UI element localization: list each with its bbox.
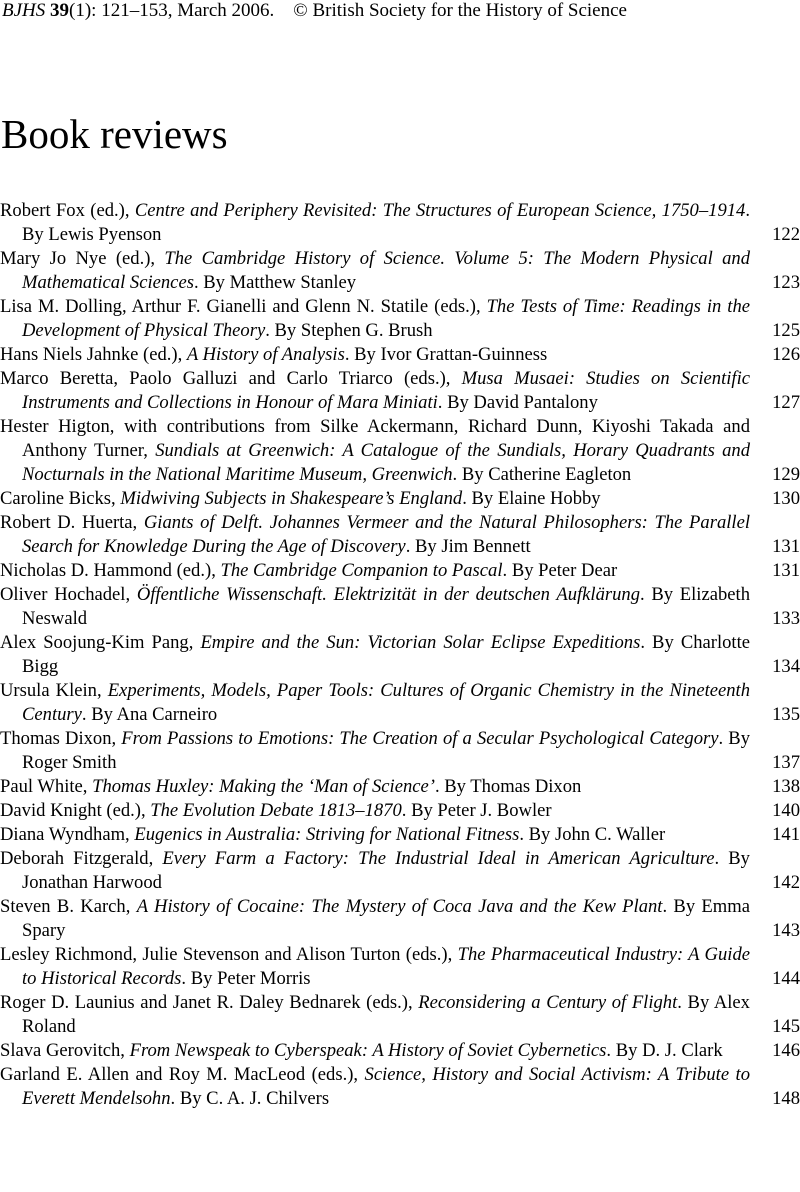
review-book-title: Sundials at Greenwich: A Catalogue of the Sundials, Horary Quadrants and Nocturnals in the National Maritime Museum, Greenwich bbox=[22, 440, 750, 485]
review-reviewer: . By Jim Bennett bbox=[405, 536, 531, 557]
review-citation bbox=[0, 487, 750, 511]
review-citation bbox=[0, 1039, 750, 1063]
review-entry bbox=[0, 583, 800, 631]
review-citation bbox=[0, 295, 750, 343]
review-author: Steven B. Karch, bbox=[0, 896, 137, 917]
review-citation bbox=[0, 367, 750, 415]
review-reviewer: . By Jonathan Harwood bbox=[22, 848, 750, 893]
review-author: Robert D. Huerta, bbox=[0, 512, 144, 533]
review-author: Slava Gerovitch, bbox=[0, 1040, 130, 1061]
review-reviewer: . By Catherine Eagleton bbox=[452, 464, 632, 485]
review-book-title: Thomas Huxley: Making the ‘Man of Science’ bbox=[92, 776, 435, 797]
review-reviewer: . By Peter Dear bbox=[502, 560, 618, 581]
review-entry bbox=[0, 487, 800, 511]
review-author: Ursula Klein, bbox=[0, 680, 108, 701]
review-reviewer: . By Peter Morris bbox=[181, 968, 311, 989]
running-header bbox=[2, 0, 627, 22]
review-author: Lesley Richmond, Julie Stevenson and Alison Turton (eds.), bbox=[0, 944, 458, 965]
review-page-number: 131 bbox=[772, 536, 800, 557]
review-entry bbox=[0, 679, 800, 727]
review-entry bbox=[0, 823, 800, 847]
review-page-number: 130 bbox=[772, 488, 800, 509]
review-entry bbox=[0, 895, 800, 943]
review-citation bbox=[0, 247, 750, 295]
review-entry bbox=[0, 511, 800, 559]
review-page-number: 146 bbox=[772, 1040, 800, 1061]
review-reviewer: . By Ana Carneiro bbox=[81, 704, 218, 725]
review-citation bbox=[0, 799, 750, 823]
review-page-number: 144 bbox=[772, 968, 800, 989]
review-author: Thomas Dixon, bbox=[0, 728, 122, 749]
review-page-number: 137 bbox=[772, 752, 800, 773]
review-book-title: Eugenics in Australia: Striving for National Fitness bbox=[134, 824, 520, 845]
review-reviewer: . By David Pantalony bbox=[437, 392, 598, 413]
review-reviewer: . By Lewis Pyenson bbox=[22, 200, 750, 245]
review-book-title: Reconsidering a Century of Flight bbox=[418, 992, 678, 1013]
review-reviewer: . By Thomas Dixon bbox=[434, 776, 582, 797]
review-page-number: 126 bbox=[772, 344, 800, 365]
review-reviewer: . By Stephen G. Brush bbox=[265, 320, 433, 341]
review-reviewer: . By D. J. Clark bbox=[606, 1040, 723, 1061]
review-citation bbox=[0, 727, 750, 775]
review-page-number: 143 bbox=[772, 920, 800, 941]
review-reviewer: . By Emma Spary bbox=[22, 896, 750, 941]
review-page-number: 125 bbox=[772, 320, 800, 341]
review-citation bbox=[0, 199, 750, 247]
review-book-title: A History of Analysis bbox=[186, 344, 345, 365]
review-citation bbox=[0, 895, 750, 943]
review-author: Deborah Fitzgerald, bbox=[0, 848, 163, 869]
review-author: Hans Niels Jahnke (ed.), bbox=[0, 344, 187, 365]
review-entry bbox=[0, 1063, 800, 1111]
review-list bbox=[0, 199, 800, 1111]
review-reviewer: . By Peter J. Bowler bbox=[401, 800, 552, 821]
review-citation bbox=[0, 775, 750, 799]
journal-issue-pages: (1): 121–153, March 2006. bbox=[69, 0, 275, 21]
review-reviewer: . By Ivor Grattan-Guinness bbox=[344, 344, 548, 365]
review-author: Caroline Bicks, bbox=[0, 488, 121, 509]
review-citation bbox=[0, 343, 750, 367]
review-author: Hester Higton, with contributions from Silke Ackermann, Richard Dunn, Kiyoshi Takada and Anthony Turner, bbox=[0, 416, 750, 461]
review-page-number: 134 bbox=[772, 656, 800, 677]
review-citation bbox=[0, 991, 750, 1039]
review-reviewer: . By Elaine Hobby bbox=[462, 488, 601, 509]
review-page-number: 138 bbox=[772, 776, 800, 797]
review-author: Mary Jo Nye (ed.), bbox=[0, 248, 165, 269]
review-book-title: The Cambridge History of Science. Volume 5: The Modern Physical and Mathematical Sciences bbox=[22, 248, 750, 293]
journal-volume: 39 bbox=[50, 0, 70, 21]
review-reviewer: . By C. A. J. Chilvers bbox=[170, 1088, 330, 1109]
review-citation bbox=[0, 1063, 750, 1111]
review-page-number: 141 bbox=[772, 824, 800, 845]
review-citation bbox=[0, 943, 750, 991]
review-book-title: Midwiving Subjects in Shakespeare’s England bbox=[120, 488, 463, 509]
review-page-number: 131 bbox=[772, 560, 800, 581]
review-author: David Knight (ed.), bbox=[0, 800, 151, 821]
review-author: Roger D. Launius and Janet R. Daley Bednarek (eds.), bbox=[0, 992, 419, 1013]
review-entry bbox=[0, 727, 800, 775]
review-reviewer: . By Charlotte Bigg bbox=[22, 632, 751, 677]
review-author: Alex Soojung-Kim Pang, bbox=[0, 632, 201, 653]
review-citation bbox=[0, 847, 750, 895]
review-citation bbox=[0, 511, 750, 559]
review-page-number: 145 bbox=[772, 1016, 800, 1037]
review-citation bbox=[0, 631, 750, 679]
review-reviewer: . By Roger Smith bbox=[22, 728, 750, 773]
review-book-title: Every Farm a Factory: The Industrial Ideal in American Agriculture bbox=[162, 848, 715, 869]
review-entry bbox=[0, 247, 800, 295]
review-book-title: Centre and Periphery Revisited: The Structures of European Science, 1750–1914 bbox=[134, 200, 746, 221]
review-entry bbox=[0, 943, 800, 991]
review-author: Nicholas D. Hammond (ed.), bbox=[0, 560, 221, 581]
review-page-number: 133 bbox=[772, 608, 800, 629]
review-entry bbox=[0, 991, 800, 1039]
review-citation bbox=[0, 583, 750, 631]
review-author: Garland E. Allen and Roy M. MacLeod (eds.), bbox=[0, 1064, 365, 1085]
review-book-title: The Evolution Debate 1813–1870 bbox=[150, 800, 402, 821]
review-page-number: 142 bbox=[772, 872, 800, 893]
review-book-title: The Cambridge Companion to Pascal bbox=[220, 560, 503, 581]
review-book-title: The Pharmaceutical Industry: A Guide to Historical Records bbox=[22, 944, 750, 989]
review-page-number: 129 bbox=[772, 464, 800, 485]
review-book-title: The Tests of Time: Readings in the Development of Physical Theory bbox=[22, 296, 750, 341]
review-author: Marco Beretta, Paolo Galluzi and Carlo Triarco (eds.), bbox=[0, 368, 462, 389]
review-citation bbox=[0, 415, 750, 487]
review-author: Diana Wyndham, bbox=[0, 824, 135, 845]
review-citation bbox=[0, 823, 750, 847]
page-title: Book reviews bbox=[1, 111, 228, 157]
review-entry bbox=[0, 559, 800, 583]
review-entry bbox=[0, 415, 800, 487]
review-reviewer: . By Matthew Stanley bbox=[193, 272, 357, 293]
review-page-number: 140 bbox=[772, 800, 800, 821]
review-reviewer: . By Elizabeth Neswald bbox=[22, 584, 750, 629]
review-book-title: Experiments, Models, Paper Tools: Cultures of Organic Chemistry in the Nineteenth Century bbox=[22, 680, 751, 725]
review-author: Lisa M. Dolling, Arthur F. Gianelli and Glenn N. Statile (eds.), bbox=[0, 296, 487, 317]
review-book-title: Öffentliche Wissenschaft. Elektrizität in der deutschen Aufklärung bbox=[136, 584, 640, 605]
journal-name: BJHS bbox=[2, 0, 46, 21]
review-entry bbox=[0, 295, 800, 343]
review-reviewer: . By John C. Waller bbox=[519, 824, 666, 845]
review-entry bbox=[0, 1039, 800, 1063]
review-author: Robert Fox (ed.), bbox=[0, 200, 135, 221]
review-book-title: Science, History and Social Activism: A Tribute to Everett Mendelsohn bbox=[22, 1064, 750, 1109]
review-author: Paul White, bbox=[0, 776, 93, 797]
review-entry bbox=[0, 631, 800, 679]
review-book-title: A History of Cocaine: The Mystery of Coca Java and the Kew Plant bbox=[136, 896, 663, 917]
review-entry bbox=[0, 847, 800, 895]
review-book-title: Giants of Delft. Johannes Vermeer and the Natural Philosophers: The Parallel Search for Knowledge During the Age of Discovery bbox=[22, 512, 750, 557]
review-page-number: 148 bbox=[772, 1088, 800, 1109]
review-book-title: Musa Musaei: Studies on Scientific Instruments and Collections in Honour of Mara Miniati bbox=[22, 368, 750, 413]
review-entry bbox=[0, 367, 800, 415]
review-entry bbox=[0, 199, 800, 247]
review-entry bbox=[0, 799, 800, 823]
review-page-number: 123 bbox=[772, 272, 800, 293]
review-page-number: 122 bbox=[772, 224, 800, 245]
review-entry bbox=[0, 343, 800, 367]
review-reviewer: . By Alex Roland bbox=[22, 992, 750, 1037]
review-citation bbox=[0, 559, 750, 583]
copyright-notice: © British Society for the History of Science bbox=[293, 0, 627, 21]
review-book-title: From Passions to Emotions: The Creation of a Secular Psychological Category bbox=[121, 728, 719, 749]
review-page-number: 135 bbox=[772, 704, 800, 725]
review-book-title: From Newspeak to Cyberspeak: A History of Soviet Cybernetics bbox=[129, 1040, 607, 1061]
review-entry bbox=[0, 775, 800, 799]
review-author: Oliver Hochadel, bbox=[0, 584, 137, 605]
review-book-title: Empire and the Sun: Victorian Solar Eclipse Expeditions bbox=[200, 632, 641, 653]
review-citation bbox=[0, 679, 750, 727]
review-page-number: 127 bbox=[772, 392, 800, 413]
